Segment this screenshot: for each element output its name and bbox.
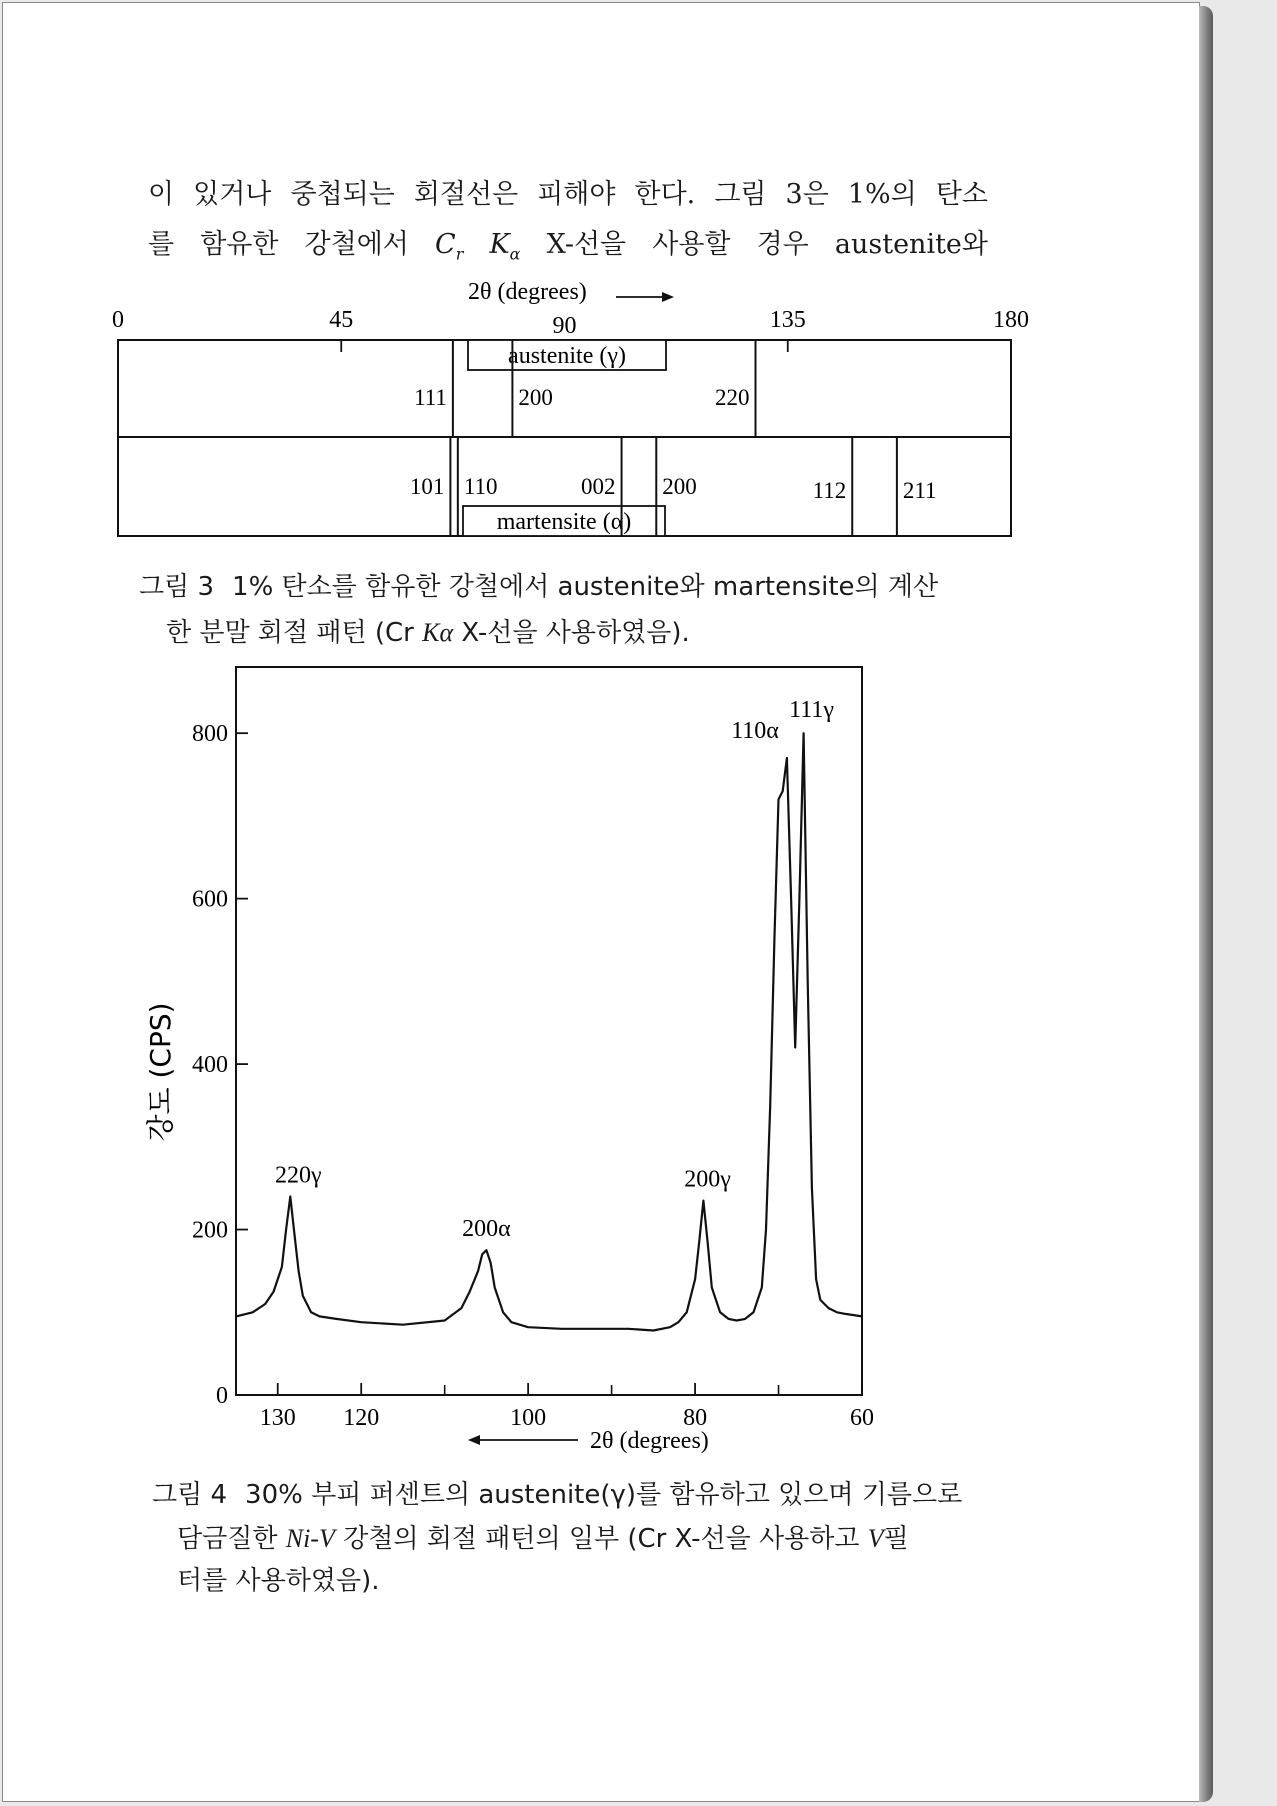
- fig4-y-tick-label: 200: [192, 1217, 228, 1244]
- body-text-line-2: [148, 222, 988, 263]
- fig4-series: [236, 733, 862, 1330]
- fig3-martensite-hkl: 200: [662, 474, 697, 499]
- fig4-peak-label: 220γ: [274, 1162, 322, 1189]
- fig4-plot-frame: [236, 667, 862, 1395]
- fig4-x-axis-arrow-head: [468, 1435, 480, 1445]
- fig3-martensite-hkl: 101: [409, 474, 445, 499]
- figure-4-caption-line-1: 그림 4 30% 부피 퍼센트의 austenite(γ)를 함유하고 있으며 기름으로: [152, 1480, 963, 1510]
- body-text-line-1: 이 있거나 중첩되는 회절선은 피해야 한다. 그림 3은 1%의 탄소: [148, 179, 988, 210]
- fig3-martensite-hkl: 110: [463, 474, 498, 499]
- fig3-tick-label: 45: [329, 307, 354, 333]
- body-text-cr: $C_r$ $K_\alpha$: [435, 229, 521, 264]
- fig3-austenite-hkl: 200: [518, 385, 553, 410]
- fig4-x-tick-label: 120: [343, 1405, 380, 1431]
- fig4-peak-label: 110α: [731, 718, 779, 744]
- fig4-y-tick-label: 800: [192, 721, 228, 748]
- fig4-peak-label: 200α: [462, 1216, 511, 1243]
- figure-3-caption-line-1: 그림 3 1% 탄소를 함유한 강철에서 austenite와 martensite의 계산: [139, 572, 939, 602]
- fig4-annotations: [275, 697, 834, 1242]
- fig4-x-tick-label: 60: [850, 1405, 874, 1431]
- body-text-part: X-선을 사용할 경우 austenite와: [546, 229, 988, 260]
- fig3-austenite-label: austenite (γ): [508, 343, 626, 369]
- figure-4-chart: [0, 650, 1000, 1470]
- fig3-tick-label: 180: [993, 307, 1029, 333]
- fig3-axis-label: 2θ (degrees): [468, 279, 587, 305]
- fig4-series-line: [236, 733, 862, 1330]
- fig4-x-axis-label: 2θ (degrees): [590, 1428, 709, 1454]
- body-text-part: 를 함유한 강철에서: [148, 229, 409, 260]
- fig4-peak-label: 111γ: [789, 697, 834, 724]
- figure-3-caption-label: 그림 3: [139, 572, 215, 602]
- fig3-axis-arrow-head: [662, 292, 674, 302]
- fig4-y-axis-label: 강도 (CPS): [144, 1002, 177, 1142]
- fig3-martensite-hkl: 002: [581, 474, 616, 499]
- figure-4-caption-line-2: 담금질한 Ni-V 강철의 회절 패턴의 일부 (Cr X-선을 사용하고 V필: [177, 1524, 909, 1554]
- fig4-x-tick-label: 100: [510, 1405, 547, 1431]
- fig3-tick-label: 135: [769, 307, 806, 333]
- fig4-x-tick-label: 130: [259, 1405, 296, 1431]
- fig4-y-tick-label: 400: [192, 1052, 228, 1079]
- figure-3-diagram: [0, 270, 1100, 550]
- page-edge-shadow: [1199, 6, 1213, 1802]
- figure-4-caption-label: 그림 4: [152, 1480, 228, 1510]
- fig3-martensite-hkl: 211: [902, 478, 937, 503]
- fig3-martensite-label: martensite (α): [496, 509, 632, 535]
- fig4-y-tick-label: 0: [216, 1383, 228, 1409]
- figure-4-caption-line-3: 터를 사용하였음).: [177, 1566, 380, 1596]
- fig3-tick-label: 90: [552, 313, 577, 339]
- fig3-austenite-hkl: 220: [715, 385, 750, 410]
- fig3-martensite-hkl: 112: [812, 478, 847, 503]
- fig3-tick-label: 0: [112, 307, 124, 333]
- fig4-x-tick-label: 80: [683, 1405, 708, 1431]
- fig3-austenite-hkl: 111: [414, 385, 447, 410]
- fig4-y-tick-label: 600: [192, 886, 228, 913]
- figure-3-caption-line-2: 한 분말 회절 패턴 (Cr Kα X-선을 사용하였음).: [166, 618, 690, 648]
- fig4-peak-label: 200γ: [684, 1166, 731, 1193]
